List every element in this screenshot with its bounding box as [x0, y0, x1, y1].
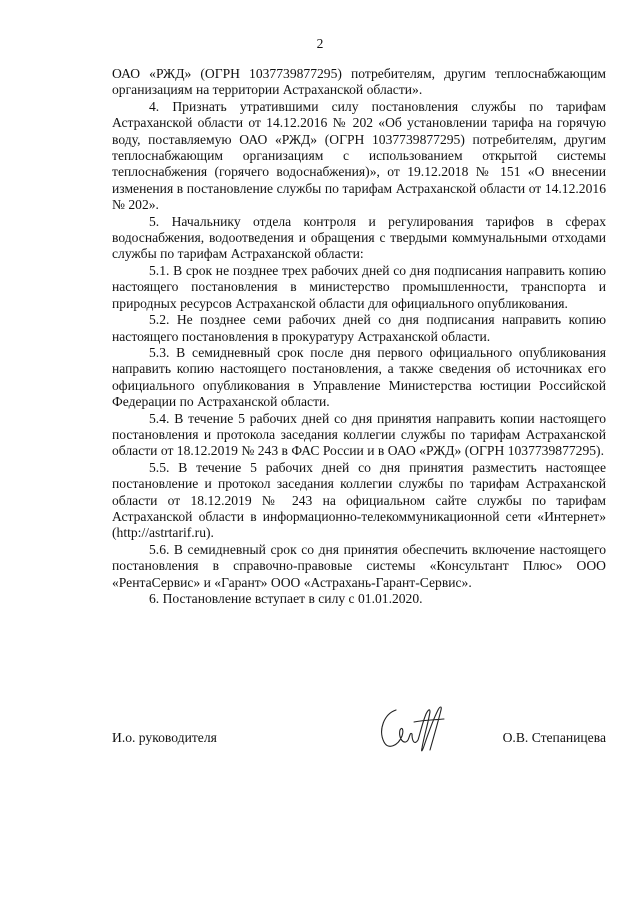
paragraph-item-5-1: 5.1. В срок не позднее трех рабочих дней со дня подписания направить копию настоящего постановления в министерство промышленности, транспорта и природных ресурсов Астраханской области для официального опубликования. [112, 262, 606, 311]
paragraph-item-5-5: 5.5. В течение 5 рабочих дней со дня принятия разместить настоящее постановление и протокол заседания коллегии службы по тарифам Астраханской области от 18.12.2019 № 243 на официальном сайте службы по тарифам Астраханской области в информационно-телекоммуникационной сети «Интернет» (http://astrtarif.ru). [112, 459, 606, 541]
page-number: 2 [316, 36, 324, 51]
document-body [112, 66, 606, 607]
paragraph-continuation: ОАО «РЖД» (ОГРН 1037739877295) потребителям, другим теплоснабжающим организациям на территории Астраханской области». [112, 66, 606, 98]
paragraph-item-5-3: 5.3. В семидневный срок после дня первого официального опубликования направить копию настоящего постановления, а также сведения об источниках его официального опубликования в Управление Министерства юстиции Российской Федерации по Астраханской области. [112, 344, 606, 410]
signature-block [112, 722, 606, 782]
signatory-name: О.В. Степаницева [502, 730, 606, 745]
paragraph-item-5: 5. Начальнику отдела контроля и регулирования тарифов в сферах водоснабжения, водоотведения и обращения с твердыми коммунальными отходами службы по тарифам Астраханской области: [112, 213, 606, 262]
paragraph-item-5-6: 5.6. В семидневный срок со дня принятия обеспечить включение настоящего постановления в справочно-правовые системы «Консультант Плюс» ООО «РентаСервис» и «Гарант» ООО «Астрахань-Гарант-Сервис». [112, 541, 606, 590]
paragraph-item-5-2: 5.2. Не позднее семи рабочих дней со дня подписания направить копию настоящего постановления в прокуратуру Астраханской области. [112, 312, 606, 344]
paragraph-item-5-4: 5.4. В течение 5 рабочих дней со дня принятия направить копии настоящего постановления и протокола заседания коллегии службы по тарифам Астраханской области от 18.12.2019 № 243 в ФАС России и в ОАО «РЖД» (ОГРН 1037739877295). [112, 410, 606, 459]
signatory-position: И.о. руководителя [112, 730, 217, 745]
paragraph-item-6: 6. Постановление вступает в силу с 01.01.2020. [149, 591, 423, 606]
paragraph-item-4: 4. Признать утратившими силу постановления службы по тарифам Астраханской области от 14.12.2016 № 202 «Об установлении тарифа на горячую воду, поставляемую ОАО «РЖД» (ОГРН 1037739877295) потребителям, другим теплоснабжающим организациям с использованием открытой системы теплоснабжения (горячего водоснабжения)», от 19.12.2018 № 151 «О внесении изменения в постановление службы по тарифам Астраханской области от 14.12.2016 № 202». [112, 98, 606, 213]
handwritten-signature [374, 700, 448, 760]
